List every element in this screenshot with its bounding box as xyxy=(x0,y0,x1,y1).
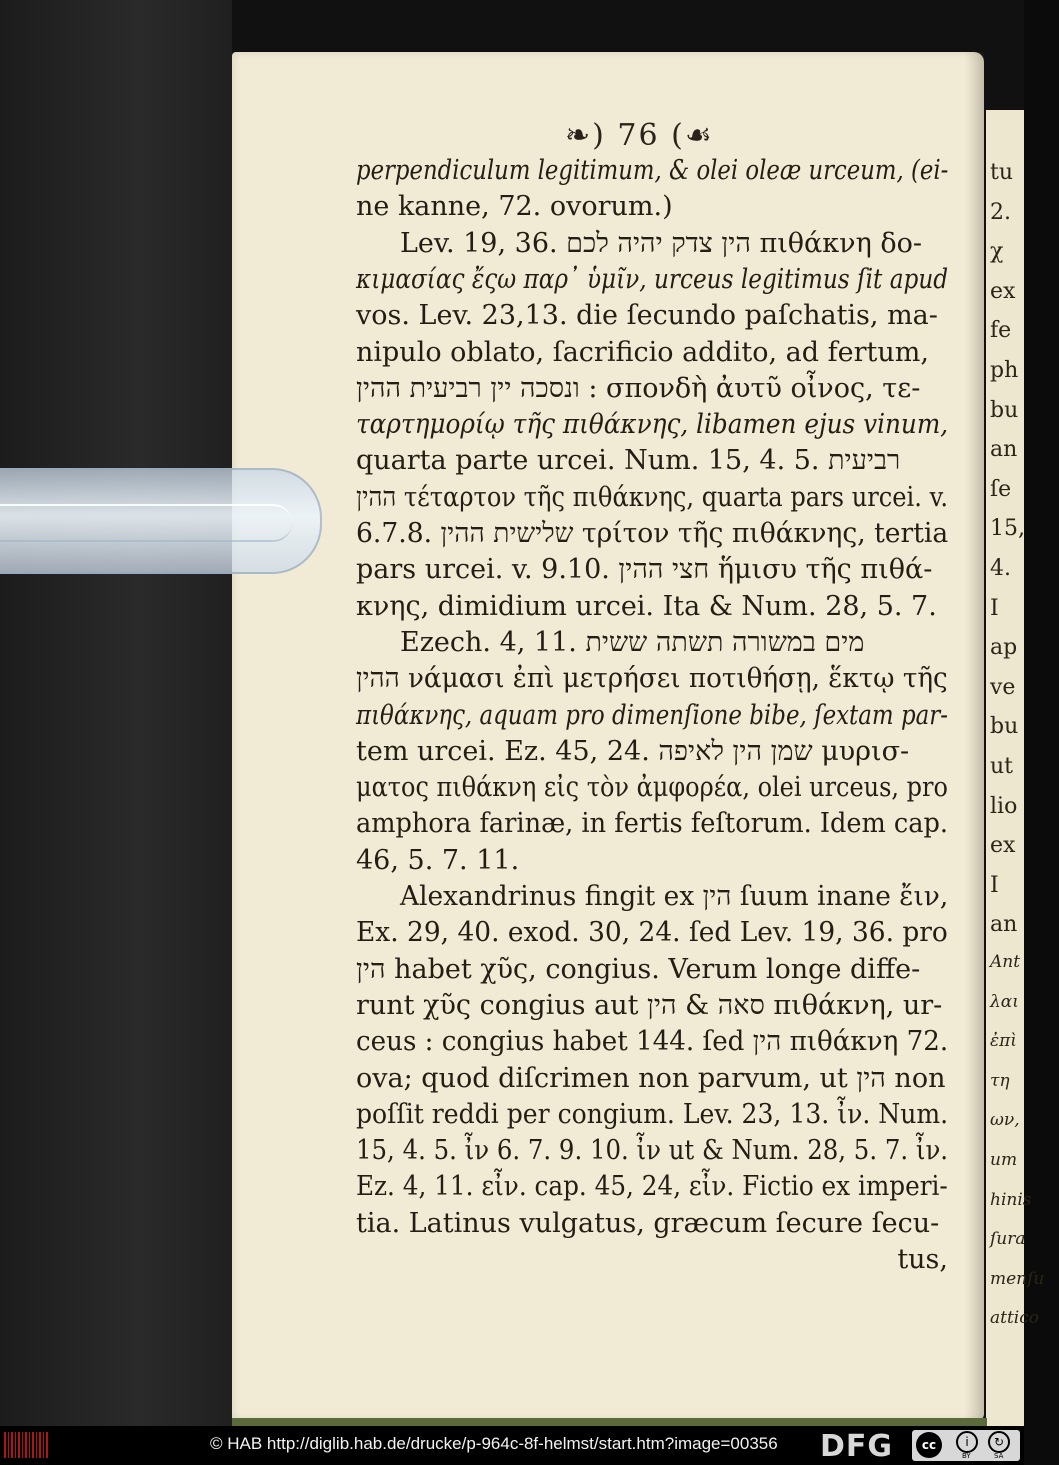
page-number-value: 76 xyxy=(617,118,660,153)
header-ornament-right: (☙ xyxy=(671,118,714,153)
next-page-fragment: ων, xyxy=(990,1110,1020,1131)
next-page-fragment: bu xyxy=(990,397,1019,423)
text-line: 6.7.8. שלישית ההין τρίτον τῆς πιθάκνης, tertia xyxy=(356,518,949,549)
text-line: Alexandrinus fingit ex הין ſuum inane ἔιν, xyxy=(400,881,949,912)
next-page-fragment: bu xyxy=(990,714,1019,740)
cc-icon: cc xyxy=(916,1432,942,1458)
next-page-fragment: λαι xyxy=(990,991,1019,1012)
text-line: tem urcei. Ez. 45, 24. שמן הין לאיפה μυρισ- xyxy=(356,735,910,767)
next-page-fragment: ex xyxy=(990,833,1016,859)
sa-label: SA xyxy=(994,1452,1004,1460)
bookmark-highlight xyxy=(0,504,292,542)
next-page-fragment: τη xyxy=(990,1070,1010,1091)
text-line: Lev. 19, 36. הין צדק יהיה לכם πιθάκνη δο- xyxy=(400,227,922,259)
text-line: ceus : congius habet 144. ſed הין πιθάκνη 72. xyxy=(356,1026,949,1058)
next-page-fragment: 2. xyxy=(990,199,1011,225)
text-line: nipulo oblato, ſacrificio addito, ad fertum, xyxy=(356,336,929,368)
next-page-fragment: attico xyxy=(990,1308,1039,1329)
text-line: ne kanne, 72. ovorum.) xyxy=(356,191,673,223)
text-line: amphora farinæ, in fertis feſtorum. Idem cap. xyxy=(356,808,949,840)
text-line: Ez. 4, 11. εἶν. cap. 45, 24, εἶν. Fictio ex imperi- xyxy=(356,1171,948,1203)
next-page-fragment: ex xyxy=(990,278,1016,304)
next-page-fragment: χ xyxy=(990,239,1004,265)
text-line: Ezech. 4, 11. מים במשורה תשתה ששית xyxy=(400,626,865,658)
next-page-fragment: hinis xyxy=(990,1189,1032,1210)
next-page-fragment: 4. xyxy=(990,556,1011,581)
text-line: ταρτημορίῳ τῆς πιθάκνης, libamen ejus vinum, xyxy=(356,409,949,441)
next-page-fragment: tu xyxy=(990,160,1014,185)
next-page-fragment: menſu xyxy=(990,1268,1045,1289)
page-bottom-edge xyxy=(232,1418,987,1426)
gutter-shadow xyxy=(964,52,984,1420)
text-line: πιθάκνης, aquam pro dimenſione bibe, ſextam par- xyxy=(356,699,949,731)
next-page-fragment: ve xyxy=(990,674,1016,700)
text-line: κνης, dimidium urcei. Ita & Num. 28, 5. 7. xyxy=(356,590,937,622)
text-line: runt χῦς congius aut סאה & הין πιθάκνη, ur- xyxy=(356,989,943,1021)
by-label: BY xyxy=(962,1452,971,1460)
by-icon: i xyxy=(956,1431,978,1453)
text-line: הין habet χῦς, congius. Verum longe diffe- xyxy=(356,953,921,985)
text-line: 15, 4. 5. ἶν 6. 7. 9. 10. ἶν ut & Num. 28, 5. 7. ἶν. xyxy=(356,1135,949,1167)
next-page-fragment: lio xyxy=(990,793,1018,819)
text-line: ההין νάμασι ἐπὶ μετρήσει ποτιθήσῃ, ἕκτῳ τῆς xyxy=(356,663,948,695)
text-line: ונסכה יין רביעית ההין : σπονδὴ ἀυτῦ οἶνος, τε- xyxy=(356,372,921,404)
next-page-fragment: an xyxy=(990,437,1018,463)
cc-license-badge[interactable] xyxy=(912,1430,1020,1461)
text-line: tus, xyxy=(897,1244,948,1275)
text-line: ova; quod diſcrimen non parvum, ut הין non xyxy=(356,1062,946,1094)
text-line: κιμασίας ἔςω παρ᾽ ὑμῖν, urceus legitimus ſit apud xyxy=(356,263,949,295)
text-line: ματος πιθάκνη εἰς τὸν ἀμφορέα, olei urceus, pro xyxy=(356,772,948,804)
text-line: poſſit reddi per congium. Lev. 23, 13. ἶν. Num. xyxy=(356,1098,949,1130)
next-page-fragment: ap xyxy=(990,635,1018,661)
text-line: ההין τέταρτον τῆς πιθάκνης, quarta pars urcei. v. xyxy=(356,481,948,513)
next-page-fragment: ἐπὶ xyxy=(990,1031,1017,1052)
next-page-fragment: ph xyxy=(990,358,1019,383)
bookmark-strip xyxy=(0,468,322,574)
footer-bar xyxy=(0,1426,1024,1465)
header-ornament-left: ❧) xyxy=(565,118,606,153)
next-page-fragment: I xyxy=(990,595,999,621)
next-page-edge xyxy=(986,110,1045,1426)
next-page-fragment: an xyxy=(990,912,1018,938)
text-line: vos. Lev. 23,13. die ſecundo paſchatis, ma- xyxy=(356,300,938,332)
next-page-fragment: I xyxy=(990,872,999,898)
next-page-fragment: fe xyxy=(990,318,1012,344)
next-page-fragment: ſe xyxy=(990,476,1012,502)
book-cover-left xyxy=(0,0,232,1426)
dfg-logo: DFG xyxy=(820,1429,894,1464)
next-page-fragment: ut xyxy=(990,754,1014,779)
text-line: tia. Latinus vulgatus, græcum ſecure ſecu- xyxy=(356,1207,940,1239)
next-page-fragment: 15, xyxy=(990,516,1025,542)
next-page-fragment: ſura xyxy=(990,1229,1026,1250)
next-page-fragment: Ant xyxy=(990,952,1021,972)
barcode-icon xyxy=(4,1432,48,1458)
next-page-fragment: um xyxy=(990,1150,1018,1170)
page-number xyxy=(565,118,714,153)
copyright-credit[interactable]: © HAB http://diglib.hab.de/drucke/p-964c-8f-helmst/start.htm?image=00356 xyxy=(210,1434,778,1453)
text-line: Ex. 29, 40. exod. 30, 24. ſed Lev. 19, 36. pro xyxy=(356,917,948,949)
text-line: quarta parte urcei. Num. 15, 4. 5. רביעית xyxy=(356,445,901,477)
text-line: 46, 5. 7. 11. xyxy=(356,844,520,876)
sa-icon: ↻ xyxy=(988,1431,1010,1453)
text-line: perpendiculum legitimum, & olei oleæ urceum, (ei- xyxy=(356,155,949,186)
text-line: pars urcei. v. 9.10. חצי ההין ἥμισυ τῆς πιθά- xyxy=(356,554,933,586)
